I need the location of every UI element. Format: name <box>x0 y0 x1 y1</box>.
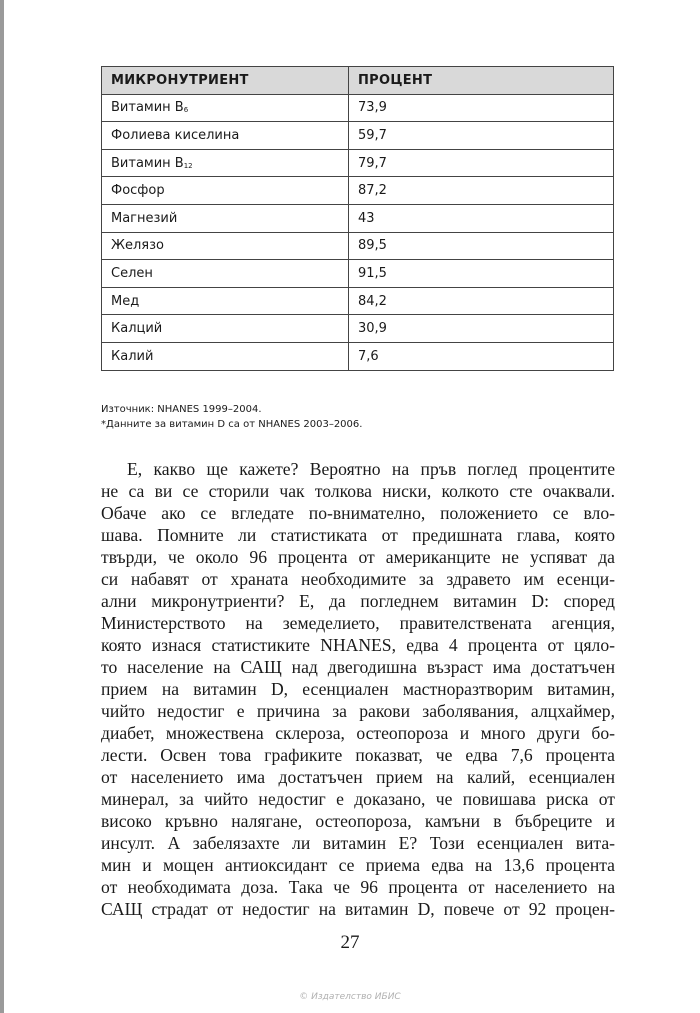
micronutrient-name: Мед <box>111 293 140 309</box>
text-line: то население на САЩ над двегодишна възраст има достатъчен <box>101 657 615 677</box>
column-header-micronutrient: МИКРОНУТРИЕНТ <box>102 67 349 95</box>
footnote: *Данните за витамин D са от NHANES 2003–2006. <box>101 419 363 430</box>
text-line: не са ви се сторили чак толкова ниски, колкото сте очаквали. <box>101 481 615 501</box>
table-row <box>102 232 614 260</box>
text-line: твърди, че около 96 процента от американците не успяват да <box>101 547 615 567</box>
table-row <box>102 204 614 232</box>
micronutrient-name: Желязо <box>111 238 164 254</box>
percent-cell: 43 <box>349 204 614 232</box>
micronutrient-name: Калий <box>111 348 154 364</box>
percent-cell: 91,5 <box>349 260 614 288</box>
text-line: Министерството на земеделието, правителствената агенция, <box>101 613 615 633</box>
text-line: от населението има достатъчен прием на калий, есенциален <box>101 767 615 787</box>
micronutrient-cell <box>102 122 349 150</box>
micronutrient-name: Селен <box>111 265 153 281</box>
table-row <box>102 342 614 370</box>
table-row <box>102 149 614 177</box>
percent-cell: 59,7 <box>349 122 614 150</box>
table-row <box>102 177 614 205</box>
table-row <box>102 94 614 122</box>
percent-cell: 87,2 <box>349 177 614 205</box>
text-line: чийто недостиг е причина за ракови заболявания, алцхаймер, <box>101 701 615 721</box>
page-number: 27 <box>340 932 360 953</box>
publisher-footer: © Издателство ИБИС <box>299 992 401 1002</box>
percent-cell: 89,5 <box>349 232 614 260</box>
percent-cell: 79,7 <box>349 149 614 177</box>
percent-cell: 7,6 <box>349 342 614 370</box>
text-line: ални микронутриенти? Е, да погледнем витамин D: според <box>101 591 615 611</box>
micronutrient-name: Фолиева киселина <box>111 127 240 143</box>
text-line: диабет, множествена склероза, остеопороза и много други бо- <box>101 723 615 743</box>
micronutrient-name: Фосфор <box>111 183 165 199</box>
text-line: си набавят от храната необходимите за здравето им есенци- <box>101 569 615 589</box>
page-edge <box>0 0 4 1013</box>
micronutrient-cell <box>102 260 349 288</box>
body-paragraph <box>101 458 615 920</box>
micronutrient-cell <box>102 177 349 205</box>
micronutrient-name: Калций <box>111 321 163 337</box>
text-line: инсулт. А забелязахте ли витамин Е? Този есенциален вита- <box>101 833 615 853</box>
text-line: Обаче ако се вгледате по-внимателно, положението се вло- <box>101 503 615 523</box>
micronutrient-subscript: 12 <box>183 161 193 170</box>
percent-cell: 73,9 <box>349 94 614 122</box>
micronutrient-cell <box>102 342 349 370</box>
micronutrient-cell <box>102 94 349 122</box>
text-line: САЩ страдат от недостиг на витамин D, повече от 92 процен- <box>101 899 615 919</box>
micronutrient-cell <box>102 315 349 343</box>
text-line: високо кръвно налягане, остеопороза, камъни в бъбреците и <box>101 811 615 831</box>
source-note: Източник: NHANES 1999–2004. <box>101 404 262 415</box>
table-row <box>102 315 614 343</box>
text-line: Е, какво ще кажете? Вероятно на пръв поглед процентите <box>127 459 615 479</box>
text-line: шава. Помните ли статистиката от предишната глава, която <box>101 525 615 545</box>
text-line: минерал, за чийто недостиг е доказано, че повишава риска от <box>101 789 615 809</box>
micronutrient-cell <box>102 149 349 177</box>
percent-cell: 30,9 <box>349 315 614 343</box>
table-row <box>102 260 614 288</box>
micronutrient-cell <box>102 232 349 260</box>
text-line: от необходимата доза. Така че 96 процента от населението на <box>101 877 615 897</box>
micronutrient-cell <box>102 287 349 315</box>
micronutrient-name: Магнезий <box>111 210 178 226</box>
micronutrient-table <box>101 66 614 371</box>
table-body <box>102 94 614 370</box>
table-notes <box>101 402 362 432</box>
text-line: прием на витамин D, есенциален мастноразтворим витамин, <box>101 679 615 699</box>
text-line: лести. Освен това графиките показват, че едва 7,6 процента <box>101 745 615 765</box>
column-header-percent: ПРОЦЕНТ <box>349 67 614 95</box>
percent-cell: 84,2 <box>349 287 614 315</box>
text-line: мин и мощен антиоксидант се приема едва на 13,6 процента <box>101 855 615 875</box>
table-header-row <box>102 67 614 95</box>
micronutrient-cell <box>102 204 349 232</box>
table-row <box>102 287 614 315</box>
micronutrient-name: Витамин B <box>111 100 184 116</box>
micronutrient-subscript: 6 <box>183 106 189 115</box>
table-row <box>102 122 614 150</box>
micronutrient-name: Витамин B <box>111 155 184 171</box>
text-line: която изнася статистиките NHANES, едва 4 процента от цяло- <box>101 635 615 655</box>
